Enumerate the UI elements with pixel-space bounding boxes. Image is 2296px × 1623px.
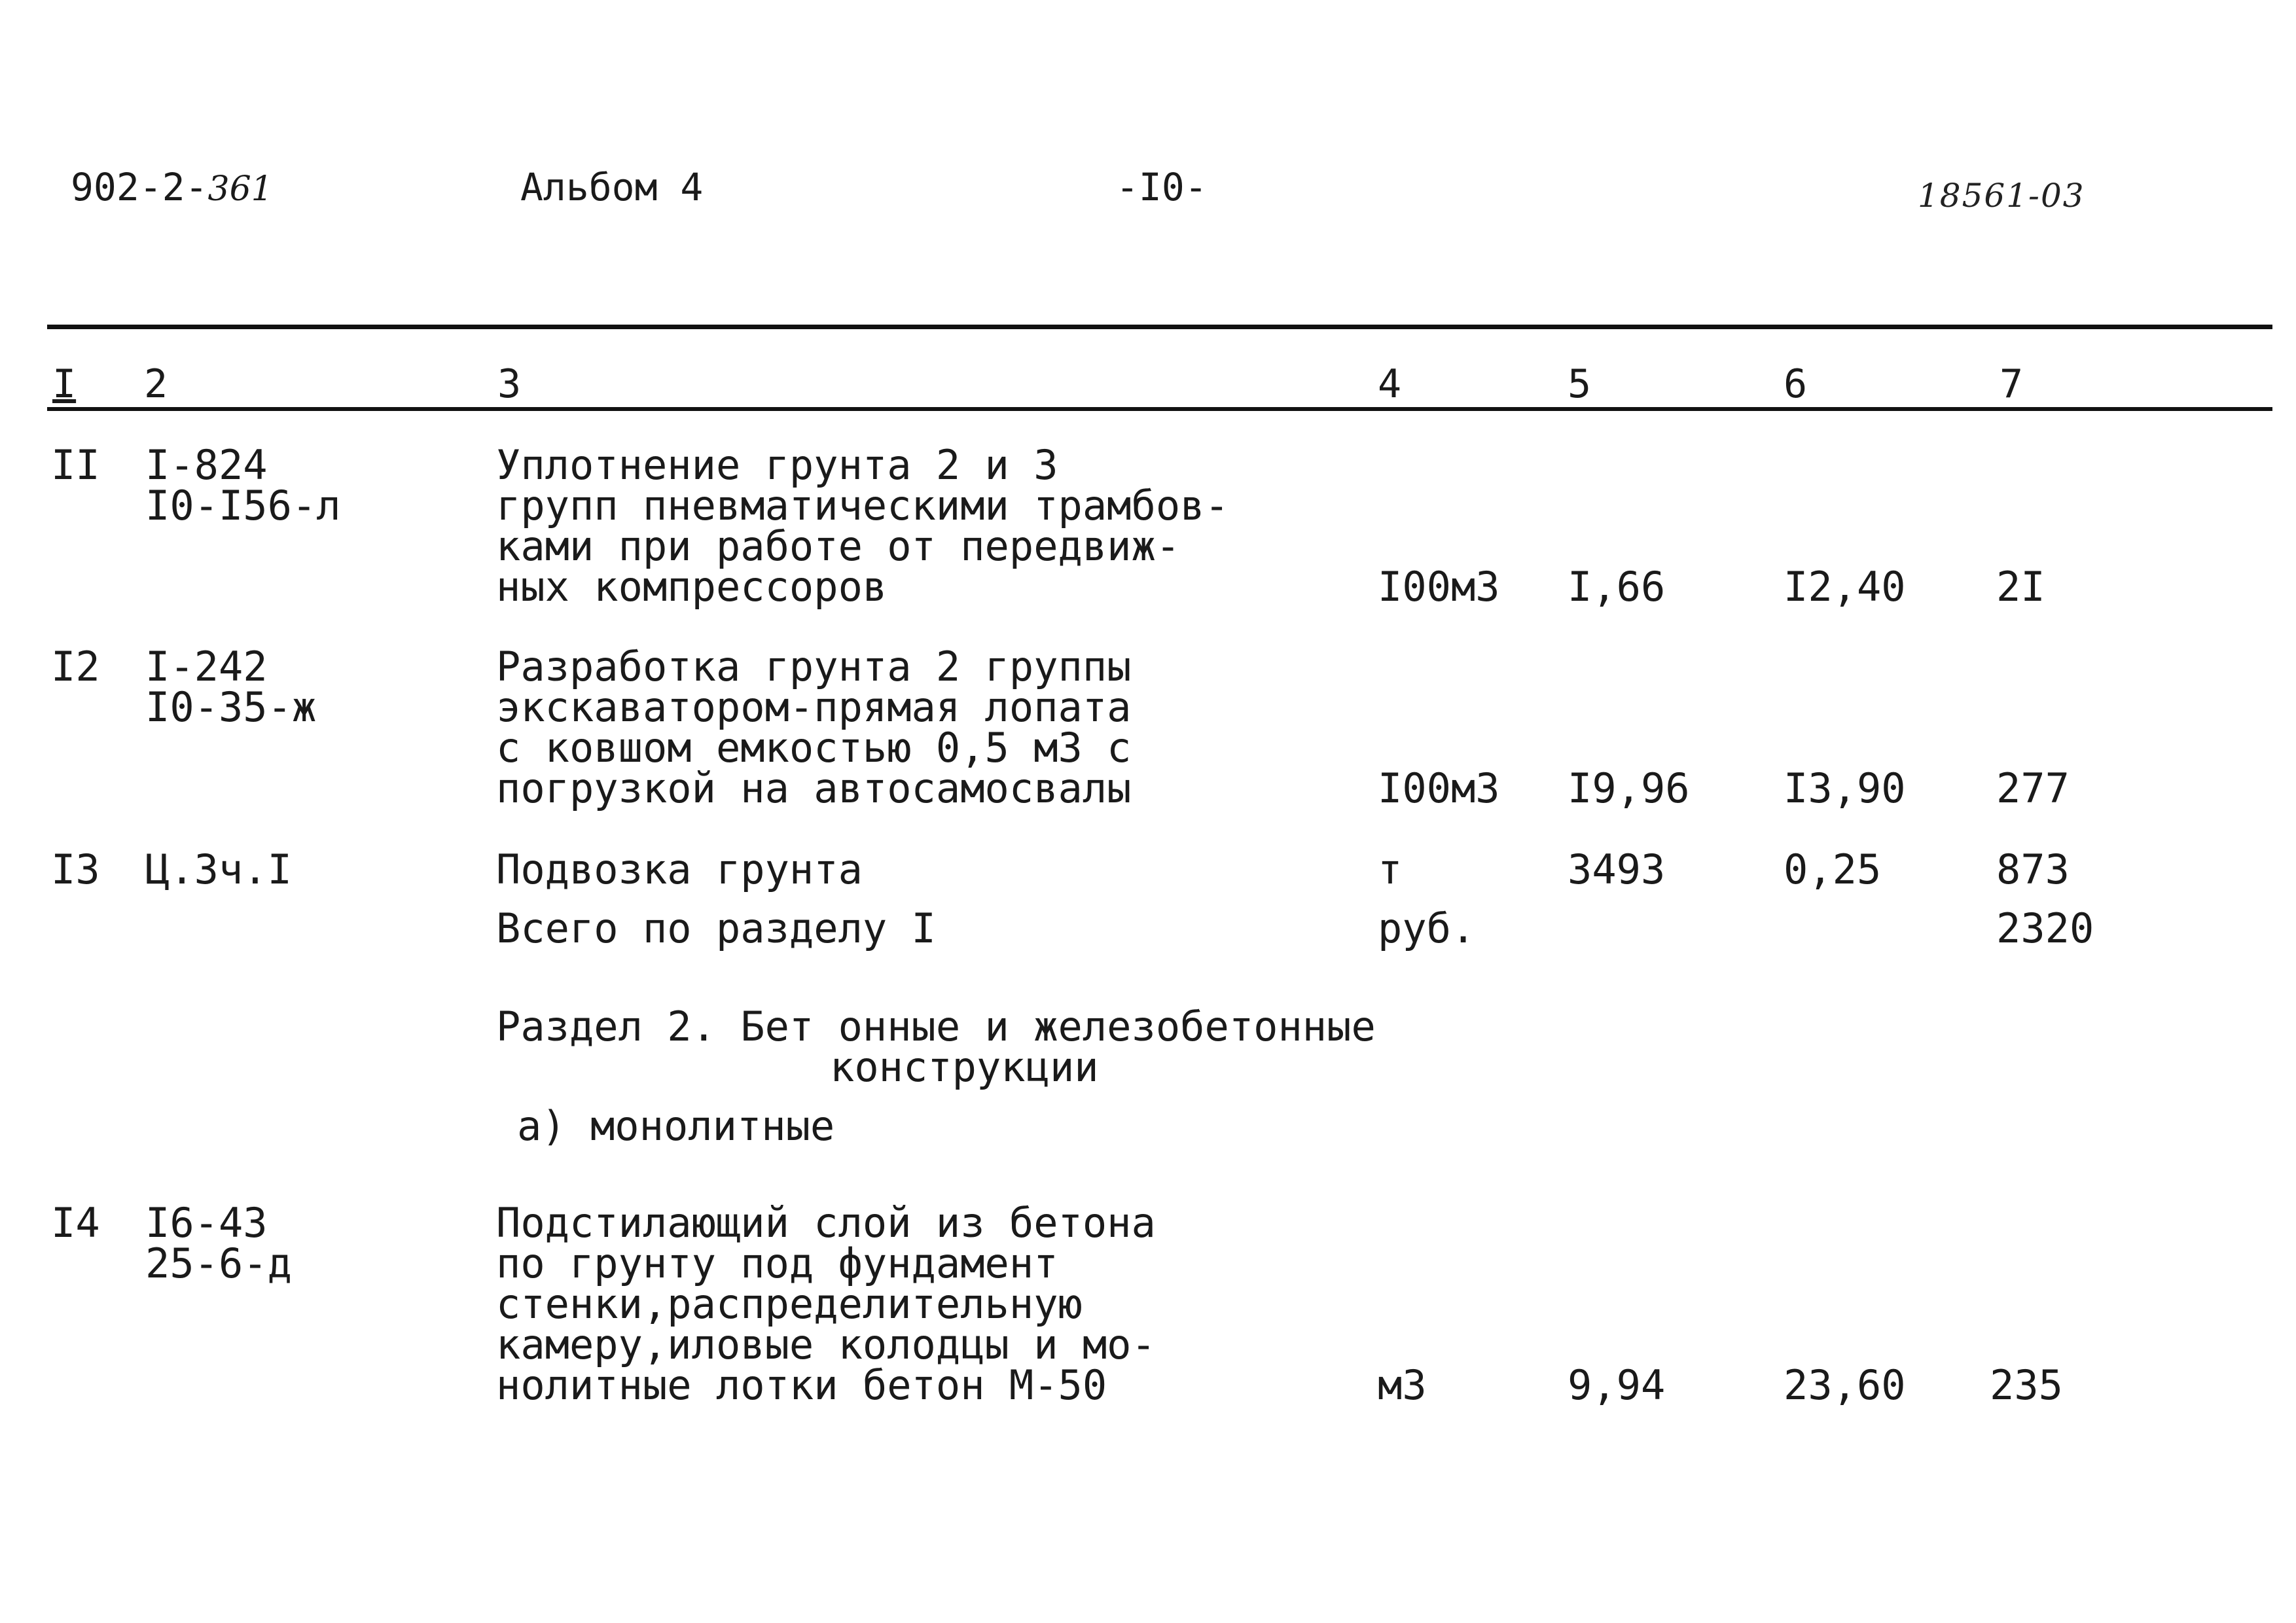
row-description: ных компрессоров bbox=[496, 563, 888, 611]
row-code: 25-6-д bbox=[145, 1240, 292, 1287]
row-unit: I00м3 bbox=[1378, 764, 1500, 812]
row-quantity: 9,94 bbox=[1568, 1361, 1666, 1409]
row-description: Уплотнение грунта 2 и 3 bbox=[496, 441, 1058, 489]
row-number: I2 bbox=[51, 643, 100, 690]
row-price: I3,90 bbox=[1784, 764, 1906, 812]
row-number: I4 bbox=[51, 1199, 100, 1247]
document-code-handwritten: 361 bbox=[207, 169, 273, 209]
column-number-5: 5 bbox=[1568, 361, 1592, 407]
row-description: по грунту под фундамент bbox=[496, 1240, 1058, 1287]
subtotal-total: 2320 bbox=[1996, 904, 2094, 952]
row-unit: I00м3 bbox=[1378, 563, 1500, 611]
row-description: камеру,иловые колодцы и мо- bbox=[496, 1321, 1156, 1368]
row-code: I0-35-ж bbox=[145, 683, 317, 731]
inventory-number: 18561-03 bbox=[1918, 177, 2085, 215]
row-description: стенки,распределительную bbox=[496, 1280, 1083, 1328]
row-description: Подвозка грунта bbox=[496, 846, 863, 893]
row-code: I-824 bbox=[145, 441, 268, 489]
row-description: групп пневматическими трамбов- bbox=[496, 482, 1229, 529]
album-label: Альбом 4 bbox=[520, 165, 704, 209]
row-description: экскаватором-прямая лопата bbox=[496, 683, 1132, 731]
document-code bbox=[71, 165, 273, 209]
row-price: 23,60 bbox=[1784, 1361, 1906, 1409]
document-code-printed: 902-2- bbox=[71, 165, 208, 209]
row-description: нолитные лотки бетон М-50 bbox=[496, 1361, 1107, 1409]
row-total: 235 bbox=[1990, 1361, 2063, 1409]
section-heading-continuation: конструкции bbox=[830, 1043, 1099, 1091]
row-code: I-242 bbox=[145, 643, 268, 690]
section-subheading: а) монолитные bbox=[517, 1102, 835, 1150]
page-number: -I0- bbox=[1116, 165, 1208, 209]
column-number-4: 4 bbox=[1378, 361, 1402, 407]
row-description: Подстилающий слой из бетона bbox=[496, 1199, 1156, 1247]
row-description: с ковшом емкостью 0,5 м3 с bbox=[496, 724, 1132, 772]
row-quantity: 3493 bbox=[1568, 846, 1666, 893]
column-number-1: I bbox=[52, 361, 77, 407]
column-number-2: 2 bbox=[144, 361, 168, 407]
subtotal-label: Всего по разделу I bbox=[496, 904, 936, 952]
row-unit: т bbox=[1378, 846, 1403, 893]
top-rule bbox=[47, 325, 2272, 329]
row-price: I2,40 bbox=[1784, 563, 1906, 611]
row-quantity: I,66 bbox=[1568, 563, 1666, 611]
row-number: I3 bbox=[51, 846, 100, 893]
row-description: ками при работе от передвиж- bbox=[496, 522, 1181, 570]
row-code: Ц.3ч.I bbox=[145, 846, 292, 893]
subtotal-unit: руб. bbox=[1378, 904, 1476, 952]
column-number-3: 3 bbox=[497, 361, 522, 407]
row-total: 277 bbox=[1996, 764, 2070, 812]
section-heading: Раздел 2. Бет онные и железобетонные bbox=[496, 1003, 1376, 1050]
row-number: II bbox=[51, 441, 100, 489]
row-description: погрузкой на автосамосвалы bbox=[496, 764, 1132, 812]
row-unit: м3 bbox=[1378, 1361, 1427, 1409]
column-number-7: 7 bbox=[2000, 361, 2024, 407]
row-quantity: I9,96 bbox=[1568, 764, 1690, 812]
row-code: I6-43 bbox=[145, 1199, 268, 1247]
column-number-6: 6 bbox=[1784, 361, 1808, 407]
row-code: I0-I56-л bbox=[145, 482, 341, 529]
row-total: 873 bbox=[1996, 846, 2070, 893]
header-rule bbox=[47, 407, 2272, 411]
row-description: Разработка грунта 2 группы bbox=[496, 643, 1132, 690]
row-total: 2I bbox=[1996, 563, 2045, 611]
row-price: 0,25 bbox=[1784, 846, 1882, 893]
